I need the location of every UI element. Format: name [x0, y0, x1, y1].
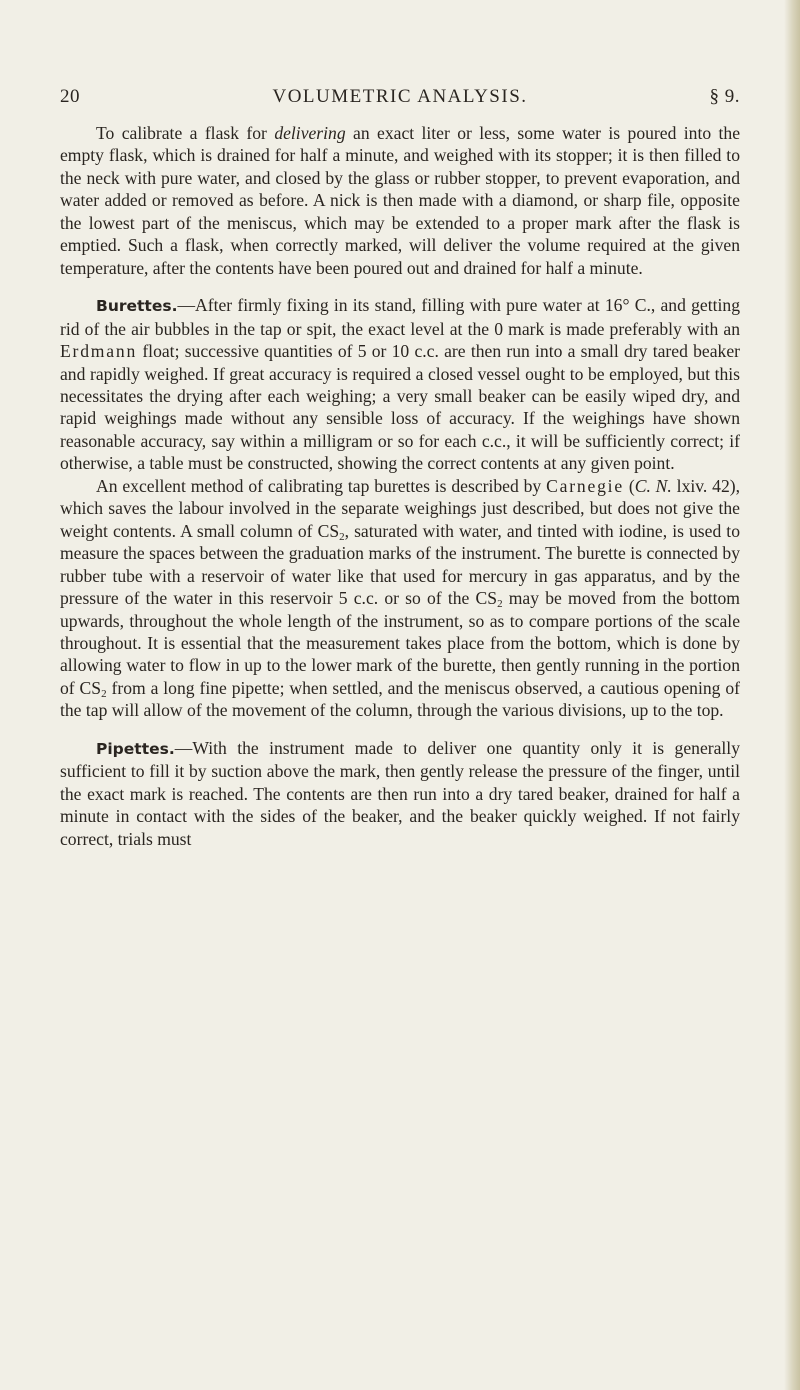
text-run: float; successive quantities of 5 or 10 c.c. are then run into a small dry tared beaker and rapidly weighed. If great accuracy is required a closed vessel ought to be employed, but this necessitates the drying after each weighing; a very small beaker can be easily wiped dry, and rapid weighings made without any sensible loss of accuracy. If the weighings have shown reasonable accuracy, say within a milligram or so for each c.c., it will be sufficiently correct; if otherwise, a table must be constructed, showing the correct contents at any given point.: [60, 341, 740, 474]
page-body: [60, 122, 740, 850]
paragraph-carnegie-method: [60, 475, 740, 722]
proper-name: Carnegie: [546, 475, 624, 496]
text-run: lxiv. 42), which saves the labour involved in the separate weighings just described, but does not give the weight contents. A small column of CS: [60, 475, 741, 541]
running-header: [60, 86, 740, 112]
italic-term: delivering: [274, 123, 346, 143]
section-number: § 9.: [709, 86, 740, 107]
text-run: , saturated with water, and tinted with iodine, is used to measure the spaces between the graduation marks of the instrument. The burette is connected by rubber tube with a reservoir of water like that used for mercury in gas apparatus, and by the pressure of the water in this reservoir 5 c.c. or so of the CS: [60, 520, 740, 609]
text-run: (: [623, 475, 635, 496]
text-run: —After firmly fixing in its stand, filling with pure water at 16° C., and getting rid of the air bubbles in the tap or spit, the exact level at the 0 mark is made preferably with an: [60, 295, 740, 339]
paragraph-pipettes: [60, 737, 740, 850]
proper-name: Erdmann: [60, 341, 138, 362]
text-run: an exact liter or less, some water is poured into the empty flask, which is drained for half a minute, and weighed with its stopper; it is then filled to the neck with pure water, and closed by the glass or rubber stopper, to prevent evaporation, and water added or removed as before. A nick is then made with a diamond, or sharp file, opposite the lowest part of the meniscus, which may be extended to a proper mark after the flask is emptied. Such a flask, when correctly marked, will deliver the volume required at the given temperature, after the contents have been poured out and drained for half a minute.: [60, 123, 741, 278]
text-run: from a long fine pipette; when settled, and the meniscus observed, a cautious opening of the tap will allow of the movement of the column, through the various divisions, up to the top.: [60, 677, 740, 721]
page-edge-shadow: [784, 0, 800, 1390]
subscript: 2: [497, 598, 503, 611]
subscript: 2: [339, 530, 345, 543]
text-run: may be moved from the bottom upwards, throughout the whole length of the instrument, so as to compare portions of the scale throughout. It is essential that the measurement takes place from the bottom, which is done by allowing water to flow in up to the lower mark of the burette, then gently running in the portion of CS: [60, 588, 740, 698]
section-heading-pipettes: Pipettes.: [96, 739, 175, 758]
page-number: 20: [60, 86, 80, 107]
subscript: 2: [101, 687, 107, 700]
journal-reference: C. N.: [634, 475, 672, 496]
text-run: An excellent method of calibrating tap burettes is described by: [96, 475, 547, 496]
running-title: VOLUMETRIC ANALYSIS.: [272, 86, 528, 107]
text-run: To calibrate a flask for: [96, 123, 275, 143]
paragraph-burettes: [60, 294, 740, 475]
text-run: —With the instrument made to deliver one quantity only it is generally sufficient to fill it by suction above the mark, then gently release the pressure of the finger, until the exact mark is reached. The contents are then run into a dry tared beaker, drained for half a minute in contact with the sides of the beaker, and the beaker quickly weighed. If not fairly correct, trials must: [60, 737, 740, 849]
paragraph-flask-calibration: [60, 122, 740, 279]
section-heading-burettes: Burettes.: [96, 297, 178, 316]
